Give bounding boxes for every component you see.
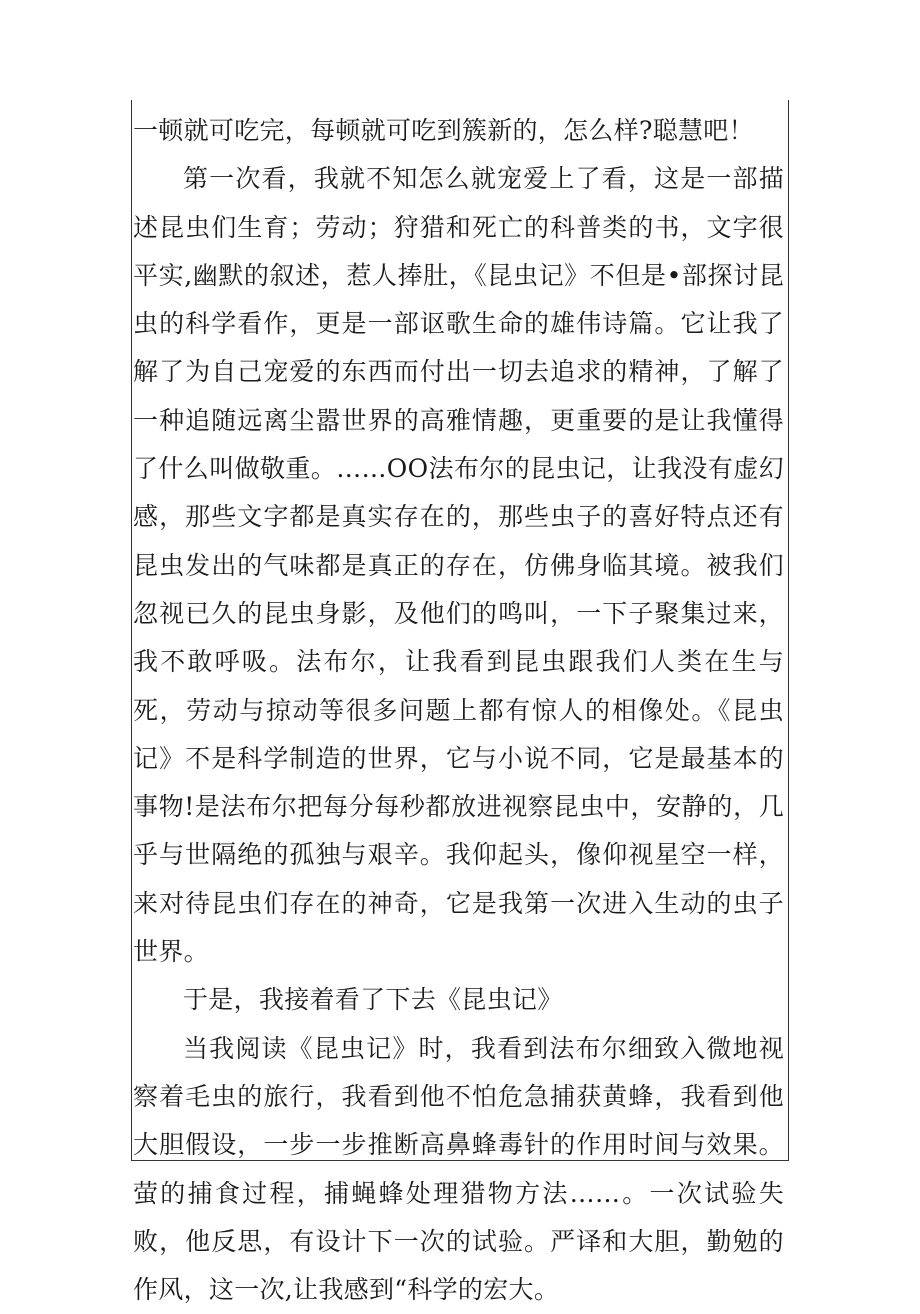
article-body bbox=[133, 107, 784, 1314]
paragraph-2: 第一次看，我就不知怎么就宠爱上了看，这是一部描述昆虫们生育；劳动；狩猎和死亡的科普类的书，文字很平实,幽默的叙述，惹人捧肚，《昆虫记》不但是•部探讨昆虫的科学看作，更是一部讴歌生命的雄伟诗篇。它让我了解了为自己宠爱的东西而付出一切去追求的精神，了解了一种追随远离尘嚣世界的高雅情趣，更重要的是让我懂得了什么叫做敬重。……OO法布尔的昆虫记，让我没有虚幻感，那些文字都是真实存在的，那些虫子的喜好特点还有昆虫发出的气味都是真正的存在，仿佛身临其境。被我们忽视已久的昆虫身影，及他们的鸣叫，一下子聚集过来，我不敢呼吸。法布尔，让我看到昆虫跟我们人类在生与死，劳动与掠动等很多问题上都有惊人的相像处。《昆虫记》不是科学制造的世界，它与小说不同，它是最基本的事物!是法布尔把每分每秒都放进视察昆虫中，安静的，几乎与世隔绝的孤独与艰辛。我仰起头，像仰视星空一样，来对待昆虫们存在的神奇，它是我第一次进入生动的虫子世界。 bbox=[133, 164, 784, 967]
paragraph-1: 一顿就可吃完，每顿就可吃到簇新的，怎么样?聪慧吧！ bbox=[133, 116, 754, 145]
paragraph-3: 于是，我接着看了下去《昆虫记》 bbox=[183, 985, 563, 1015]
paragraph-4: 当我阅读《昆虫记》时，我看到法布尔细致入微地视察着毛虫的旅行，我看到他不怕危急捕获黄蜂，我看到他大胆假设，一步一步推断高鼻蜂毒针的作用时间与效果。萤的捕食过程，捕蝇蜂处理猎物方法……。一次试验失败，他反思，有设计下一次的试验。严译和大胆，勤勉的作风，这一次,让我感到“科学的宏大。 bbox=[133, 1033, 784, 1305]
